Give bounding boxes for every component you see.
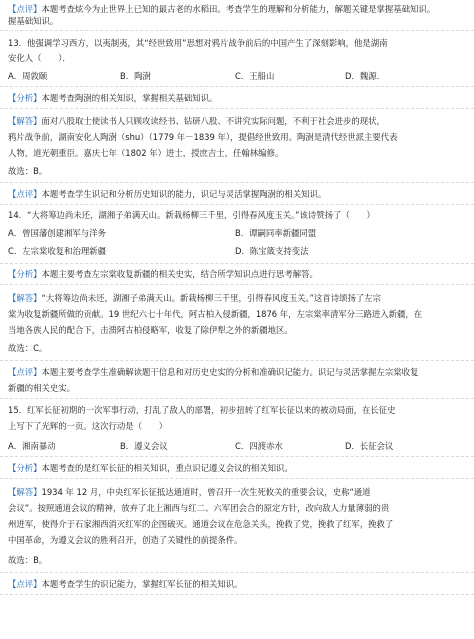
- question-15-stem-cont: 上写下了光辉的一页。这次行动是（ ）: [8, 421, 168, 431]
- option-d: D．陈宝箴支持变法: [235, 246, 309, 256]
- solution-paragraph: 【解答】1934 年 12 月，中央红军长征抵达通道时，曾召开一次生死攸关的重要会议，史称“通道: [8, 487, 371, 497]
- analysis-paragraph: 【分析】本题考查的是红军长征的相关知识，重点识记遵义会议的相关知识。: [8, 463, 293, 473]
- option-b: B．遵义会议: [120, 441, 168, 451]
- solution-paragraph-cont: 州进军，使得介于石家湘西消灭红军的企图破灭。通道会议在危急关头，挽救了党，挽救了红军，挽救了: [8, 519, 394, 529]
- solution-paragraph-cont: 人物，道光朝重臣。嘉庆七年（1802 年）进士，授庶吉士，任翰林编修。: [8, 148, 284, 158]
- question-13-stem: 13．他强调学习西方，以夷制夷，其“经世致用”思想对鸦片战争前后的中国产生了深刻影响，他是湖南: [8, 38, 388, 48]
- separator: [0, 572, 474, 573]
- comment-paragraph: 【点评】本题考查学生识记和分析历史知识的能力，识记与灵活掌握陶澍的相关知识。: [8, 189, 327, 199]
- section-tag: 【点评】: [8, 579, 42, 589]
- option-d: D．魏源．: [345, 71, 385, 81]
- solution-paragraph-cont: 棠为收复新疆所做的贡献。19 世纪六七十年代，阿古柏入侵新疆，1876 年，左宗棠率清军分三路进入新疆，在: [8, 309, 423, 319]
- option-b: B．谭嗣同率新疆同盟: [235, 228, 317, 238]
- section-tag: 【解答】: [8, 487, 42, 497]
- section-tag: 【点评】: [8, 4, 42, 14]
- section-tag: 【分析】: [8, 463, 42, 473]
- answer-line: 故选：B。: [8, 166, 48, 176]
- comment-paragraph-cont: 新疆的相关史实。: [8, 383, 75, 393]
- option-d: D．长征会议: [345, 441, 394, 451]
- comment-paragraph: 【点评】本题考查学生的识记能力，掌握红军长征的相关知识。: [8, 579, 243, 589]
- comment-paragraph: 【点评】本题考查炫今为止世界上已知的最古老的水稻田。考查学生的理解和分析能力，解题关键是掌握基础知识。: [8, 4, 436, 14]
- separator: [0, 360, 474, 361]
- option-b: B．陶澍: [120, 71, 151, 81]
- separator: [0, 263, 474, 264]
- question-13-stem-cont: 安化人（ ）．: [8, 53, 71, 63]
- solution-paragraph-cont: 会议”。按照通道会议的精神，放弃了北上湘西与红二、六军团会合的原定方针，改向敌人力量薄弱的贵: [8, 503, 390, 513]
- solution-paragraph-cont: 鸦片战争前，湖南安化人陶澍（shu）（1779 年－1839 年），提倡经世致用。陶澍是清代经世派主要代表: [8, 132, 398, 142]
- question-14-stem: 14．“大将筹边尚未还，湖湘子弟满天山。新栽杨柳三千里，引得春风度玉关。”该诗赞扬了（ ）: [8, 210, 375, 220]
- analysis-paragraph: 【分析】本题考查陶澍的相关知识，掌握相关基础知识。: [8, 93, 218, 103]
- option-a: A．曾国藩创建湘军与洋务: [8, 228, 106, 238]
- solution-paragraph: 【解答】“大将筹边尚未还，湖湘子弟满天山。新栽杨柳三千里，引得春风度玉关。”这首诗颂扬了左宗: [8, 293, 381, 303]
- section-tag: 【分析】: [8, 93, 42, 103]
- separator: [0, 182, 474, 183]
- separator: [0, 108, 474, 109]
- separator: [0, 398, 474, 399]
- solution-paragraph: 【解答】面对八股取士使读书人只顾攻读经书、钻研八股、不讲究实际问题，不利于社会进步的现状，: [8, 116, 385, 126]
- separator: [0, 478, 474, 479]
- section-tag: 【点评】: [8, 189, 42, 199]
- separator: [0, 456, 474, 457]
- separator: [0, 594, 474, 595]
- question-15-stem: 15．红军长征初期的一次军事行动，打乱了敌人的部署，初步扭转了红军长征以来的被动局面，在长征史: [8, 405, 396, 415]
- answer-line: 故选：B。: [8, 555, 48, 565]
- solution-paragraph-cont: 当地各族人民的配合下，击溃阿古柏侵略军，收复了除伊犁之外的新疆地区。: [8, 325, 293, 335]
- solution-paragraph-cont: 中国革命，为遵义会议的胜利召开，创造了关键性的前提条件。: [8, 535, 243, 545]
- option-a: A．周敦颐: [8, 71, 48, 81]
- option-c: C．四渡赤水: [235, 441, 283, 451]
- section-tag: 【分析】: [8, 269, 42, 279]
- analysis-paragraph: 【分析】本题主要考查左宗棠收复新疆的相关史实，结合所学知识点进行思考解答。: [8, 269, 318, 279]
- option-a: A．湘南暴动: [8, 441, 56, 451]
- comment-paragraph-cont: 握基础知识。: [8, 16, 59, 26]
- section-tag: 【解答】: [8, 293, 42, 303]
- section-tag: 【解答】: [8, 116, 42, 126]
- option-c: C．左宗棠收复和治理新疆: [8, 246, 106, 256]
- section-tag: 【点评】: [8, 367, 42, 377]
- separator: [0, 30, 474, 31]
- separator: [0, 86, 474, 87]
- answer-line: 故选：C。: [8, 343, 48, 353]
- option-c: C．王船山: [235, 71, 275, 81]
- separator: [0, 284, 474, 285]
- separator: [0, 204, 474, 205]
- comment-paragraph: 【点评】本题主要考查学生准确解读题干信息和对历史史实的分析和准确识记能力。识记与灵活掌握左宗棠收复: [8, 367, 419, 377]
